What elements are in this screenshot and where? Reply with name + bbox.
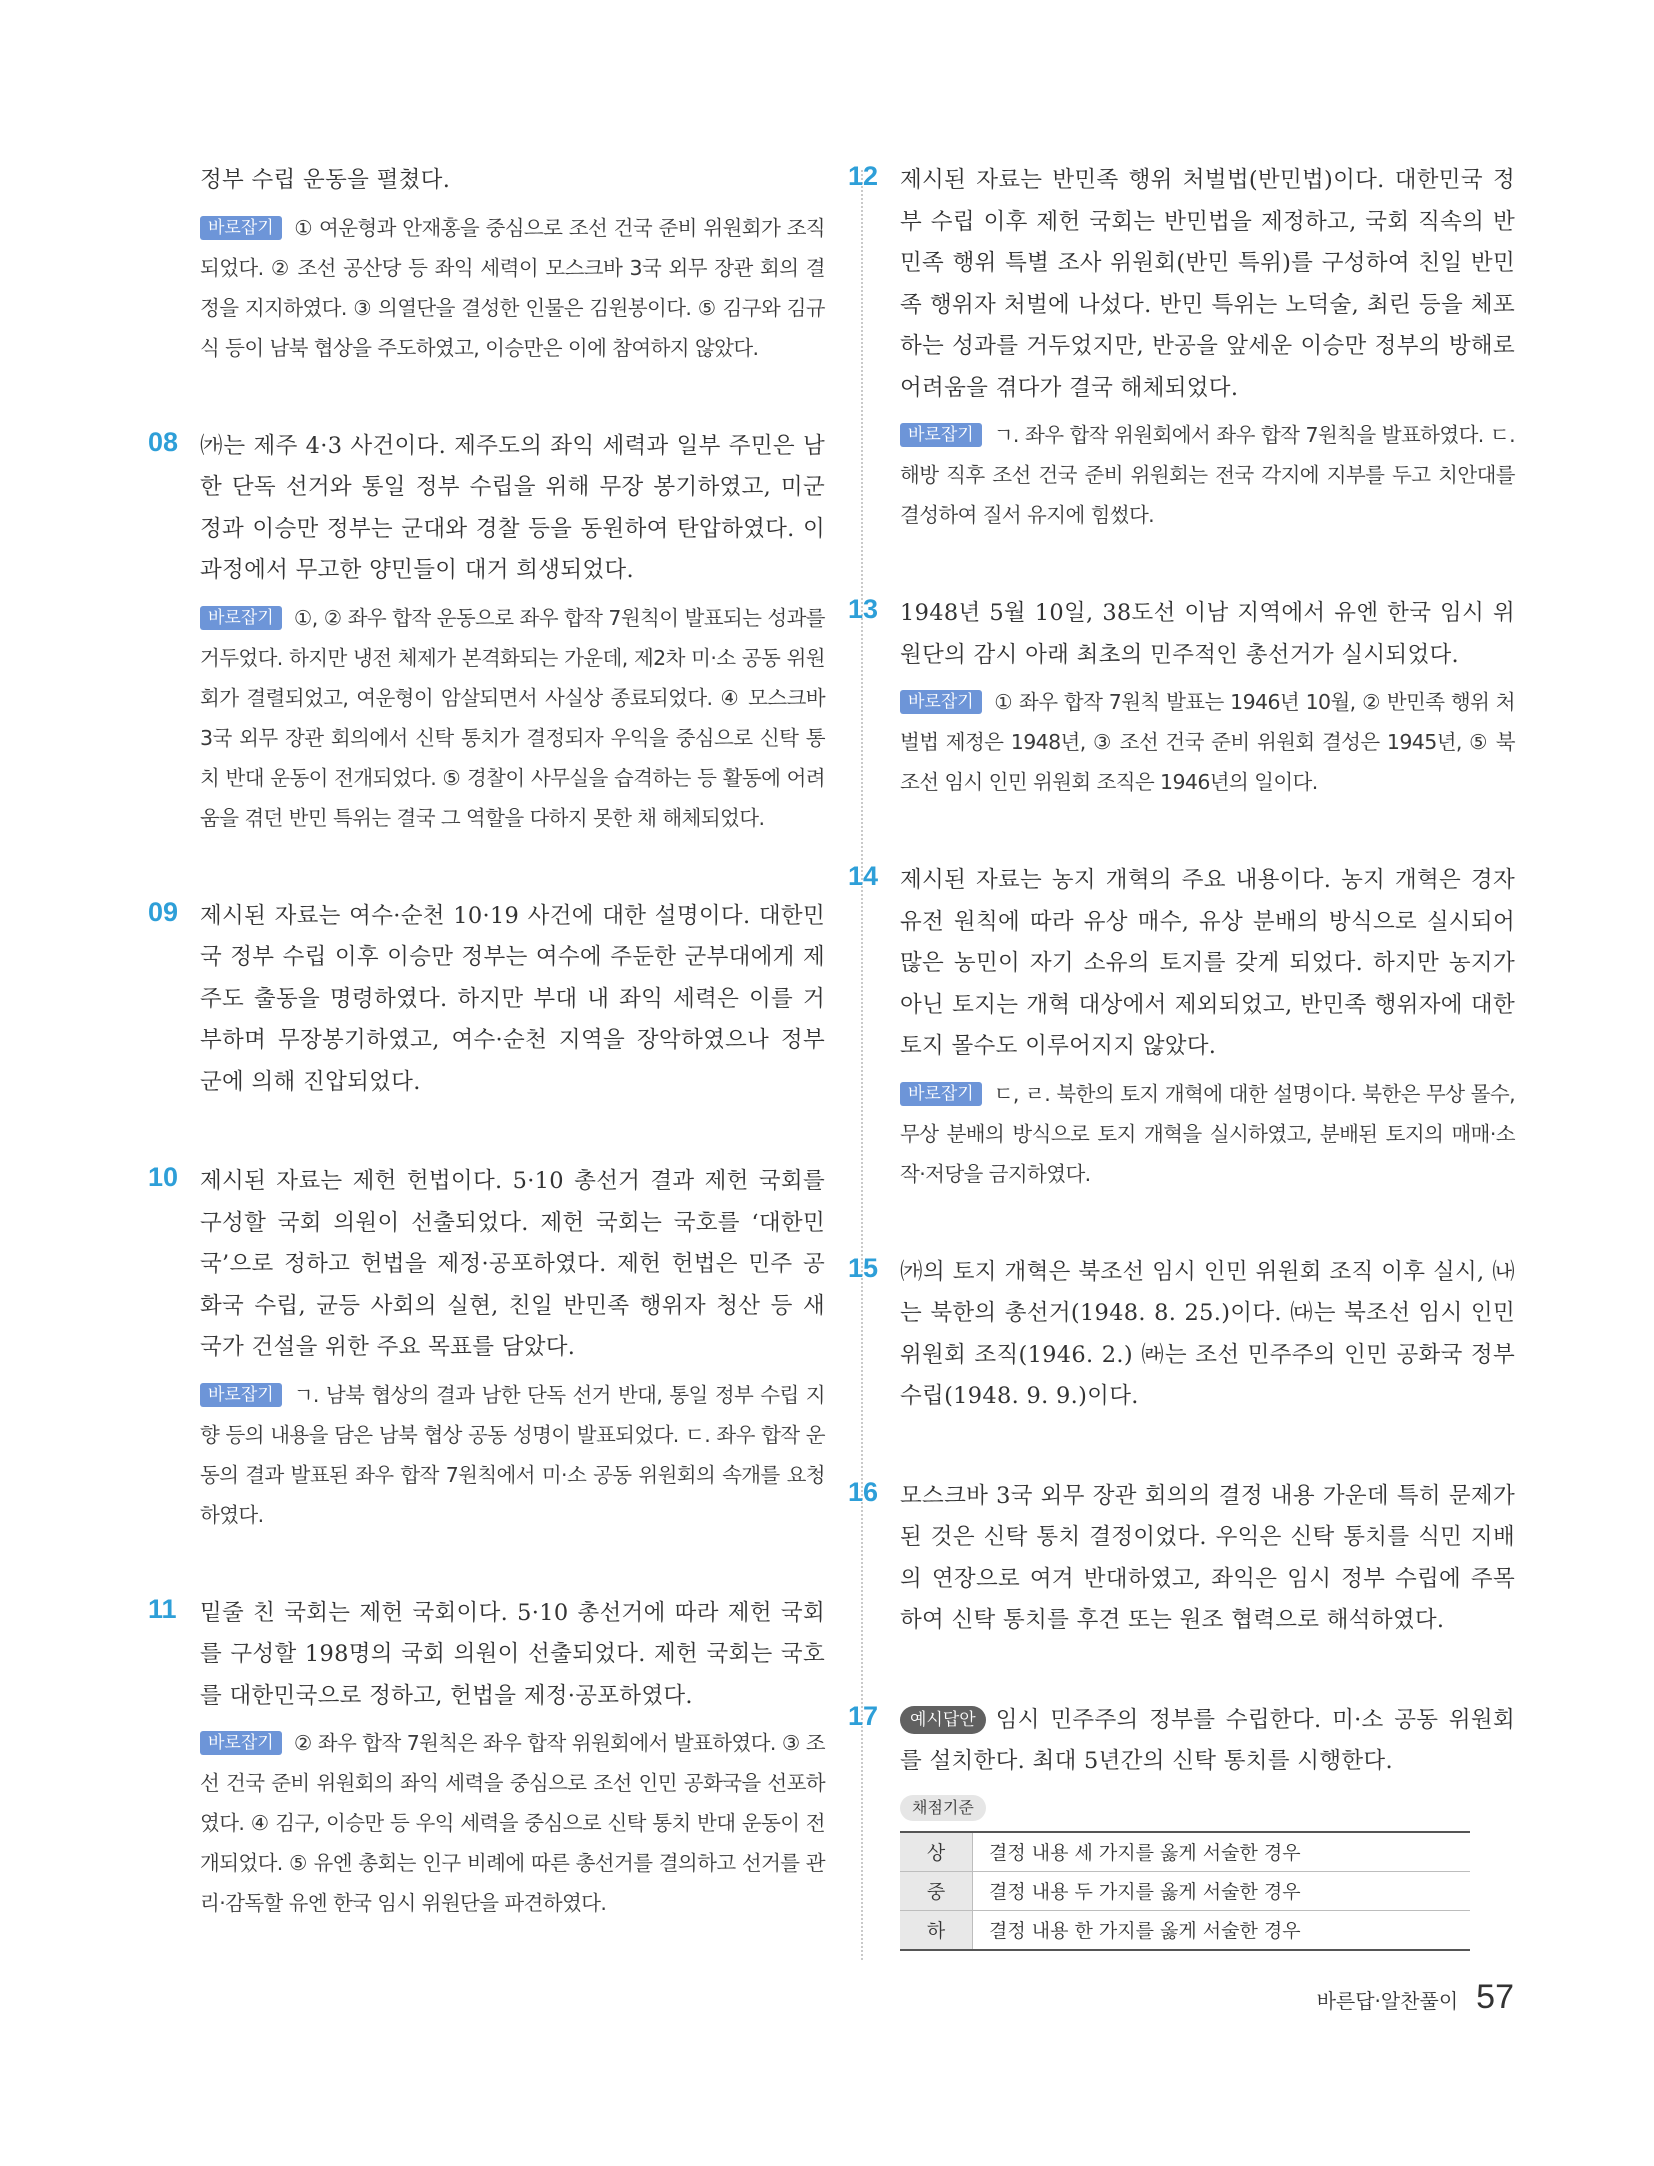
- question-number: 12: [848, 161, 879, 191]
- question-number: 09: [148, 896, 179, 927]
- right-column: [848, 160, 1515, 1951]
- fix-text: ① 여운형과 안재홍을 중심으로 조선 건국 준비 위원회가 조직되었다. ② 조선 공산당 등 좌익 세력이 모스크바 3국 외무 장관 회의 결정을 지지하였다. ③ 의열단을 결성한 인물은 김원봉이다. ⑤ 김구와 김규식 등이 남북 협상을 주도하였고, 이승만은 이에 참여하지 않았다.: [200, 215, 825, 360]
- fix-note: [200, 598, 825, 838]
- table-row: [900, 1832, 1470, 1872]
- fix-badge: 바로잡기: [200, 216, 282, 240]
- answer-item-11: [148, 1593, 825, 1924]
- question-number: 14: [848, 861, 879, 891]
- fix-text: ㄷ, ㄹ. 북한의 토지 개혁에 대한 설명이다. 북한은 무상 몰수, 무상 분배의 방식으로 토지 개혁을 실시하였고, 분배된 토지의 매매·소작·저당을 금지하였다.: [900, 1081, 1515, 1186]
- answer-item-13: [848, 593, 1515, 802]
- answer-text: 제시된 자료는 농지 개혁의 주요 내용이다. 농지 개혁은 경자유전 원칙에 따라 유상 매수, 유상 분배의 방식으로 실시되어 많은 농민이 자기 소유의 토지를 갖게 되었다. 하지만 농지가 아닌 토지는 개혁 대상에서 제외되었고, 반민족 행위자에 대한 토지 몰수도 이루어지지 않았다.: [900, 867, 1515, 1059]
- fix-text: ② 좌우 합작 7원칙은 좌우 합작 위원회에서 발표하였다. ③ 조선 건국 준비 위원회의 좌익 세력을 중심으로 조선 인민 공화국을 선포하였다. ④ 김구, 이승만 등 우익 세력을 중심으로 신탁 통치 반대 운동이 전개되었다. ⑤ 유엔 총회는 인구 비례에 따른 총선거를 결의하고 선거를 관리·감독할 유엔 한국 임시 위원단을 파견하였다.: [200, 1731, 825, 1915]
- answer-text: 제시된 자료는 제헌 헌법이다. 5·10 총선거 결과 제헌 국회를 구성할 국회 의원이 선출되었다. 제헌 국회는 국호를 ‘대한민국’으로 정하고 헌법을 제정·공포하였다. 제헌 헌법은 민주 공화국 수립, 균등 사회의 실현, 친일 반민족 행위자 청산 등 새 국가 건설을 위한 주요 목표를 담았다.: [200, 1168, 825, 1360]
- footer-label: 바른답·알찬풀이: [1316, 1989, 1459, 2013]
- fix-note: [900, 1074, 1515, 1194]
- answer-item-14: [848, 860, 1515, 1194]
- fix-note: [200, 208, 825, 368]
- answer-item-08: [148, 426, 825, 838]
- fix-badge: 바로잡기: [900, 1082, 982, 1106]
- question-number: 08: [148, 426, 179, 457]
- table-row: [900, 1871, 1470, 1910]
- criteria-cell: 결정 내용 세 가지를 옳게 서술한 경우: [973, 1832, 1471, 1872]
- fix-badge: 바로잡기: [900, 690, 982, 714]
- question-number: 17: [848, 1700, 879, 1731]
- criteria-badge: 채점기준: [900, 1795, 986, 1821]
- grade-cell: 상: [900, 1832, 973, 1872]
- fix-note: [900, 682, 1515, 802]
- scoring-criteria-table: [900, 1831, 1470, 1951]
- page-footer: [1317, 1978, 1514, 2017]
- fix-note: [900, 415, 1515, 535]
- answer-item-10: [148, 1161, 825, 1535]
- column-divider: [861, 170, 863, 1960]
- fix-note: [200, 1723, 825, 1923]
- table-row: [900, 1910, 1470, 1950]
- criteria-cell: 결정 내용 한 가지를 옳게 서술한 경우: [989, 1920, 1301, 1942]
- answer-text: ㈎는 제주 4·3 사건이다. 제주도의 좌익 세력과 일부 주민은 남한 단독 선거와 통일 정부 수립을 위해 무장 봉기하였고, 미군정과 이승만 정부는 군대와 경찰 등을 동원하여 탄압하였다. 이 과정에서 무고한 양민들이 대거 희생되었다.: [200, 432, 825, 583]
- question-number: 10: [148, 1162, 179, 1192]
- question-number: 11: [148, 1593, 177, 1624]
- question-number: 15: [848, 1252, 879, 1283]
- answer-text: 제시된 자료는 여수·순천 10·19 사건에 대한 설명이다. 대한민국 정부 수립 이후 이승만 정부는 여수에 주둔한 군부대에게 제주도 출동을 명령하였다. 하지만 부대 내 좌익 세력은 이를 거부하며 무장봉기하였고, 여수·순천 지역을 장악하였으나 정부군에 의해 진압되었다.: [200, 902, 825, 1095]
- answer-text: 밑줄 친 국회는 제헌 국회이다. 5·10 총선거에 따라 제헌 국회를 구성할 198명의 국회 의원이 선출되었다. 제헌 국회는 국호를 대한민국으로 정하고, 헌법을 제정·공포하였다.: [200, 1599, 825, 1709]
- page-number: 57: [1476, 1978, 1514, 2016]
- example-answer-text: 임시 민주주의 정부를 수립한다. 미·소 공동 위원회를 설치한다. 최대 5년간의 신탁 통치를 시행한다.: [900, 1706, 1515, 1774]
- criteria-cell: 결정 내용 두 가지를 옳게 서술한 경우: [973, 1871, 1471, 1910]
- answer-item-09: [148, 896, 825, 1104]
- grade-cell: 중: [900, 1871, 973, 1910]
- continuation-text: 정부 수립 운동을 펼쳤다.: [200, 167, 451, 193]
- answer-item-15: [848, 1252, 1515, 1418]
- example-answer: [900, 1700, 1515, 1783]
- fix-badge: 바로잡기: [900, 423, 982, 447]
- answer-item-17: [848, 1700, 1515, 1951]
- fix-text: ①, ② 좌우 합작 운동으로 좌우 합작 7원칙이 발표되는 성과를 거두었다. 하지만 냉전 체제가 본격화되는 가운데, 제2차 미·소 공동 위원회가 결렬되었고, 여운형이 암살되면서 사실상 종료되었다. ④ 모스크바 3국 외무 장관 회의에서 신탁 통치가 결정되자 우익을 중심으로 신탁 통치 반대 운동이 전개되었다. ⑤ 경찰이 사무실을 습격하는 등 활동에 어려움을 겪던 반민 특위는 결국 그 역할을 다하지 못한 채 해체되었다.: [200, 605, 825, 830]
- answer-text: 1948년 5월 10일, 38도선 이남 지역에서 유엔 한국 임시 위원단의 감시 아래 최초의 민주적인 총선거가 실시되었다.: [900, 600, 1515, 668]
- question-number: 13: [848, 594, 879, 624]
- answer-text: 모스크바 3국 외무 장관 회의의 결정 내용 가운데 특히 문제가 된 것은 신탁 통치 결정이었다. 우익은 신탁 통치를 식민 지배의 연장으로 여겨 반대하였고, 좌익은 임시 정부 수립에 주목하여 신탁 통치를 후견 또는 원조 협력으로 해석하였다.: [900, 1482, 1515, 1633]
- answer-text: ㈎의 토지 개혁은 북조선 임시 인민 위원회 조직 이후 실시, ㈏는 북한의 총선거(1948. 8. 25.)이다. ㈐는 북조선 임시 인민 위원회 조직(1946. 2.) ㈑는 조선 민주주의 인민 공화국 정부 수립(1948. 9. 9.)이다.: [900, 1258, 1515, 1409]
- fix-badge: 바로잡기: [200, 606, 282, 630]
- fix-badge: 바로잡기: [200, 1731, 282, 1755]
- grade-cell: 하: [900, 1910, 973, 1950]
- left-column: [148, 160, 825, 1923]
- fix-text: ① 좌우 합작 7원칙 발표는 1946년 10월, ② 반민족 행위 처벌법 제정은 1948년, ③ 조선 건국 준비 위원회 결성은 1945년, ⑤ 북조선 임시 인민 위원회 조직은 1946년의 일이다.: [900, 690, 1515, 794]
- question-number: 16: [848, 1476, 879, 1507]
- answer-item-16: [848, 1476, 1515, 1642]
- fix-text: ㄱ. 좌우 합작 위원회에서 좌우 합작 7원칙을 발표하였다. ㄷ. 해방 직후 조선 건국 준비 위원회는 전국 각지에 지부를 두고 치안대를 결성하여 질서 유지에 힘썼다.: [900, 423, 1515, 527]
- fix-note: [200, 1375, 825, 1535]
- answer-text: 제시된 자료는 반민족 행위 처벌법(반민법)이다. 대한민국 정부 수립 이후 제헌 국회는 반민법을 제정하고, 국회 직속의 반민족 행위 특별 조사 위원회(반민 특위)를 구성하여 친일 반민족 행위자 처벌에 나섰다. 반민 특위는 노덕술, 최린 등을 체포하는 성과를 거두었지만, 반공을 앞세운 이승만 정부의 방해로 어려움을 겪다가 결국 해체되었다.: [900, 167, 1515, 401]
- example-answer-badge: 예시답안: [900, 1706, 986, 1734]
- answer-item-12: [848, 160, 1515, 535]
- fix-text: ㄱ. 남북 협상의 결과 남한 단독 선거 반대, 통일 정부 수립 지향 등의 내용을 담은 남북 협상 공동 성명이 발표되었다. ㄷ. 좌우 합작 운동의 결과 발표된 좌우 합작 7원칙에서 미·소 공동 위원회의 속개를 요청하였다.: [200, 1382, 825, 1527]
- fix-badge: 바로잡기: [200, 1383, 282, 1407]
